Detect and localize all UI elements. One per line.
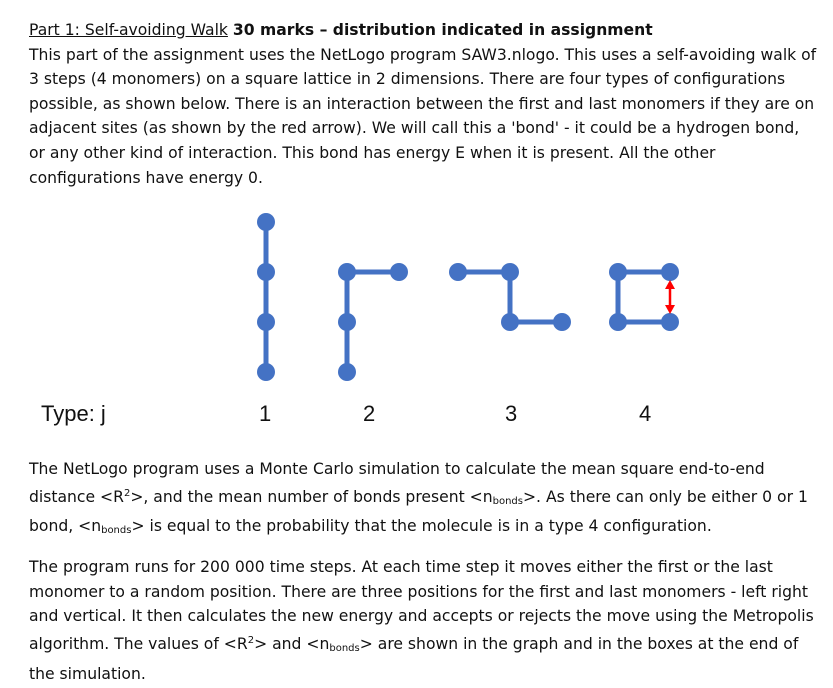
monte-carlo-paragraph: The NetLogo program uses a Monte Carlo simulation to calculate the mean square end-to-end distance $<R^2>$, and the mean number of bonds present $<n_{bonds}>$. As there can only be either 0 or 1 bond, $<n_{bonds}>$ is equal to the probability that the molecule is in a type 4 configuration. bbox=[29, 460, 808, 537]
monomer bbox=[390, 263, 408, 281]
monomer bbox=[449, 263, 467, 281]
monomer bbox=[338, 263, 356, 281]
monomer bbox=[257, 263, 275, 281]
intro-text: This part of the assignment uses the NetLogo program SAW3.nlogo. This uses a self-avoiding walk of 3 steps (4 monomers) on a square lattice in 2 dimensions. There are four types of configurations possible, as shown below. There is an interaction between the first and last monomers if they are on adjacent sites (as shown by the red arrow). We will call this a 'bond' - it could be a hydrogen bond, or any other kind of interaction. This bond has energy E when it is present. All the other configurations have energy 0. bbox=[29, 45, 817, 187]
monomer bbox=[338, 313, 356, 331]
monomer bbox=[501, 313, 519, 331]
intro-paragraph bbox=[29, 18, 819, 190]
marks-heading: 30 marks – distribution indicated in assignment bbox=[232, 21, 653, 39]
monomer bbox=[553, 313, 571, 331]
monomer bbox=[661, 313, 679, 331]
configuration-diagram bbox=[0, 200, 833, 440]
monomer bbox=[609, 263, 627, 281]
bond-arrow bbox=[665, 280, 675, 314]
type-1-label: 1 bbox=[259, 401, 272, 426]
type-2-label: 2 bbox=[363, 401, 376, 426]
type-4-label: 4 bbox=[639, 401, 652, 426]
monomer bbox=[257, 363, 275, 381]
monomer bbox=[338, 363, 356, 381]
monomer bbox=[501, 263, 519, 281]
monomer bbox=[661, 263, 679, 281]
type-label: Type: j bbox=[41, 401, 106, 426]
monomer bbox=[609, 313, 627, 331]
type-3-label: 3 bbox=[505, 401, 518, 426]
simulation-paragraph: The program runs for 200 000 time steps. At each time step it moves either the first or the last monomer to a random position. There are three positions for the first and last monomers - left right and vertical. It then calculates the new energy and accepts or rejects the move using the Metropolis algorithm. The values of $<R^2>$ and $<n_{bonds}>$ are shown in the graph and in the boxes at the end of the simulation. bbox=[29, 558, 814, 683]
monomer bbox=[257, 213, 275, 231]
monomer bbox=[257, 313, 275, 331]
part-heading: Part 1: Self-avoiding Walk bbox=[29, 21, 228, 39]
